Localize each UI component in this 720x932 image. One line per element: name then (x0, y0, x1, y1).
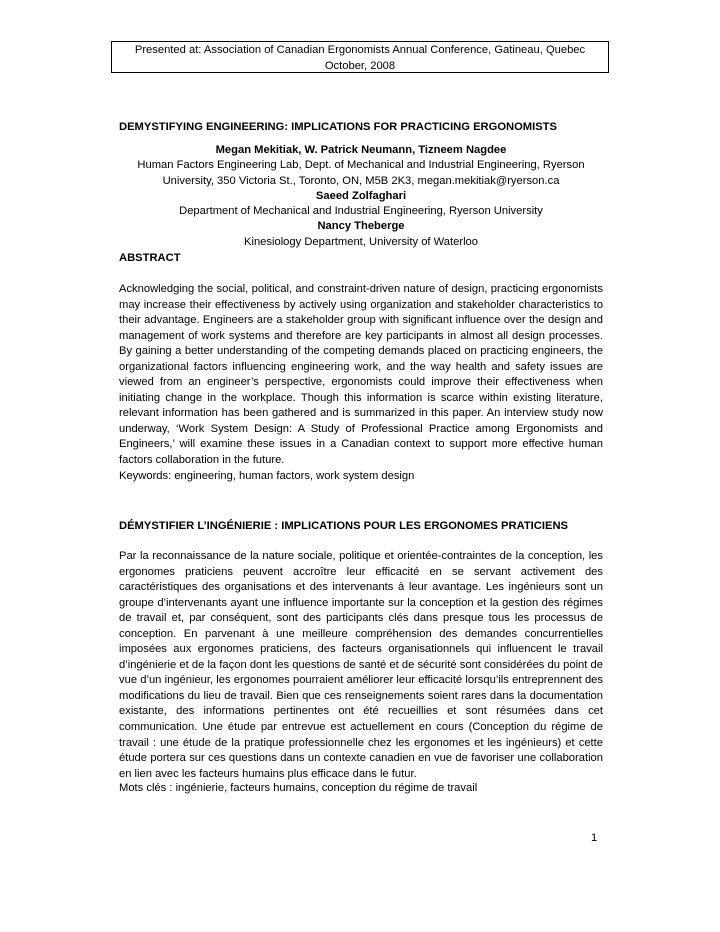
french-keywords: Mots clés : ingénierie, facteurs humains, conception du régime de travail (119, 782, 478, 794)
conference-header-line1: Presented at: Association of Canadian Ergonomists Annual Conference, Gatineau, Quebec (134, 44, 586, 56)
conference-header-box (111, 41, 609, 73)
author-block (119, 143, 603, 250)
affiliation-1-line1: Human Factors Engineering Lab, Dept. of Mechanical and Industrial Engineering, Ryerson (137, 159, 585, 172)
author-names-1: Megan Mekitiak, W. Patrick Neumann, Tizneem Nagdee (215, 144, 507, 156)
author-names-3: Nancy Theberge (317, 220, 405, 233)
author-names-2: Saeed Zolfaghari (315, 189, 407, 202)
page-number: 1 (591, 832, 598, 844)
french-body: Par la reconnaissance de la nature sociale, politique et orientée-contraintes de la conception, les ergonomes praticiens peuvent accroître leur efficacité en se servant activement des caractéristiques des organisations et des intervenants à leur avantage. Les ingénieurs sont un groupe d’intervenants ayant une influence importante sur la conception et la gestion des régimes de travail et, par conséquent, sont des participants clés dans presque tous les processus de conception. En parvenant à une meilleure compréhension des demandes concurrentielles imposées aux ergonomes praticiens, des facteurs organisationnels qui influencent le travail d’ingénierie et de la façon dont les questions de santé et de sécurité sont considérées du point de vue d’un ingénieur, les ergonomes pourraient améliorer leur efficacité lorsqu’ils entreprennent des modifications du lieu de travail. Bien que ces renseignements soient rares dans la documentation existante, des informations pertinentes ont été recueillies et sont résumées dans cet communication. Une étude par entrevue est actuellement en cours (Conception du régime de travail : une étude de la pratique professionnelle chez les ergonomes et les ingénieurs) et cette étude portera sur ces questions dans un contexte canadien en vue de favoriser une collaboration en lien avec les facteurs humains plus efficace dans le futur. (119, 550, 603, 780)
affiliation-2: Department of Mechanical and Industrial Engineering, Ryerson University (179, 205, 543, 218)
abstract-heading: ABSTRACT (119, 252, 181, 264)
french-heading: DÉMYSTIFIER L’INGÉNIERIE : IMPLICATIONS POUR LES ERGONOMES PRATICIENS (119, 520, 568, 532)
paper-title: DEMYSTIFYING ENGINEERING: IMPLICATIONS FOR PRACTICING ERGONOMISTS (119, 121, 557, 133)
abstract-keywords: Keywords: engineering, human factors, work system design (119, 470, 415, 482)
conference-header-line2: October, 2008 (324, 59, 396, 72)
affiliation-3: Kinesiology Department, University of Waterloo (244, 235, 478, 248)
affiliation-1-line2: University, 350 Victoria St., Toronto, ON, M5B 2K3, megan.mekitiak@ryerson.ca (162, 174, 560, 187)
abstract-body: Acknowledging the social, political, and constraint-driven nature of design, practicing ergonomists may increase their effectiveness by actively using organization and stakeholder characteristics to their advantage. Engineers are a stakeholder group with significant influence over the design and management of work systems and therefore are key participants in almost all design processes. By gaining a better understanding of the competing demands placed on practicing engineers, the organizational factors influencing engineering work, and the way health and safety issues are viewed from an engineer’s perspective, ergonomists could improve their effectiveness when initiating change in the workplace. Though this information is scarce within existing literature, relevant information has been gathered and is summarized in this paper. An interview study now underway, ‘Work System Design: A Study of Professional Practice among Ergonomists and Engineers,’ will examine these issues in a Canadian context to support more effective human factors collaboration in the future. (119, 283, 603, 467)
